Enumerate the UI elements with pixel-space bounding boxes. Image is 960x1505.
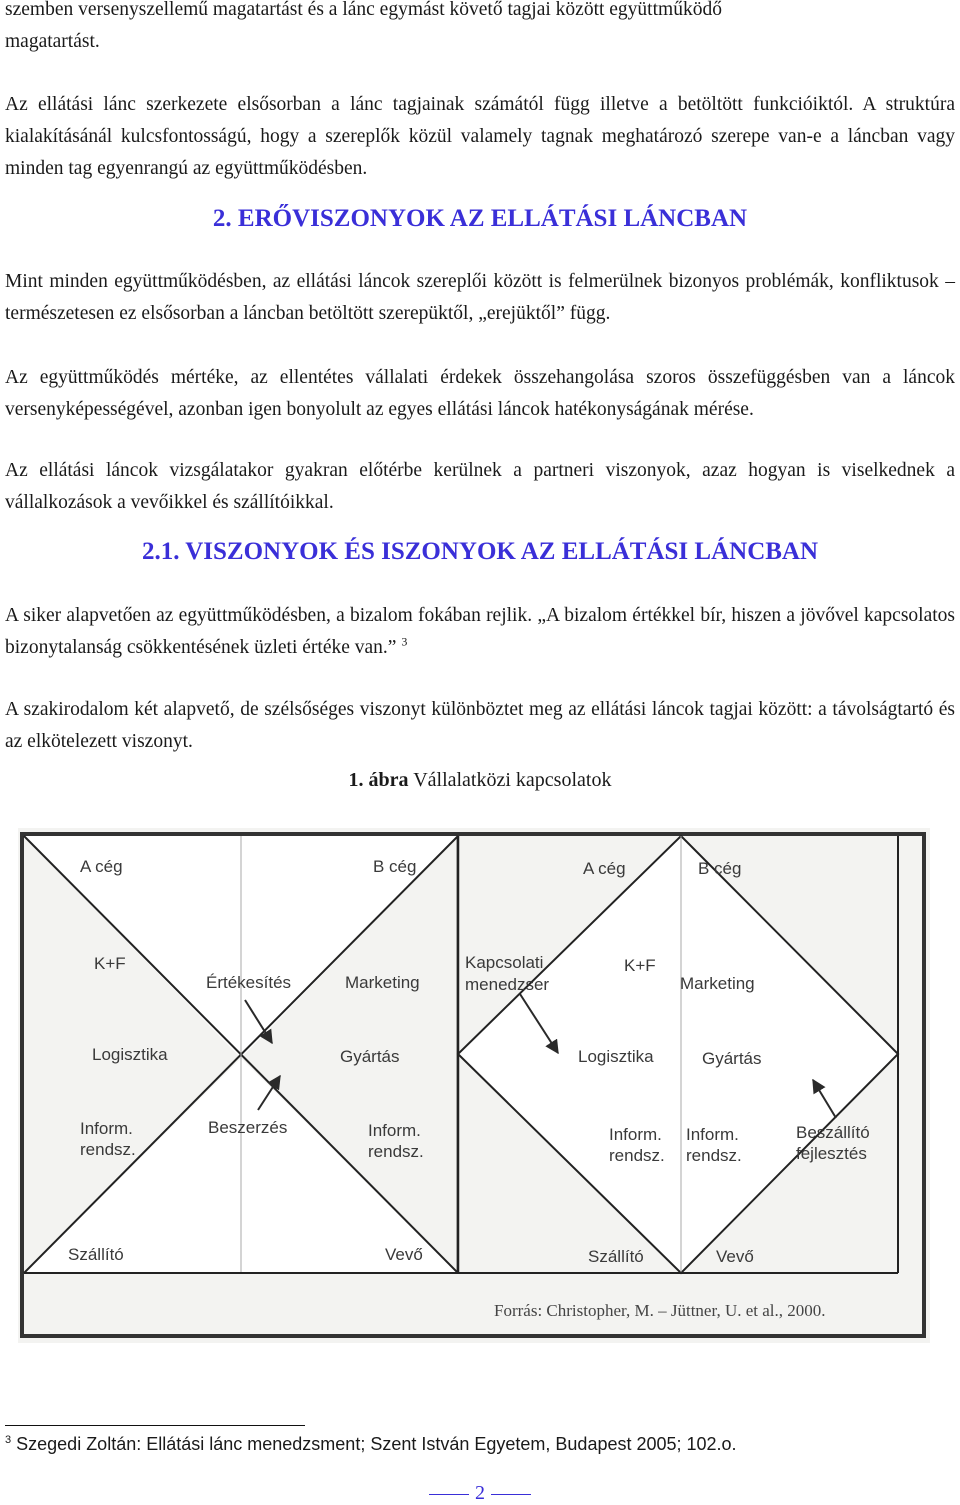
continued-text-line: magatartást. [5,31,100,52]
footnote-mark: 3 [5,1434,12,1446]
left-customer-label: Vevő [385,1245,423,1264]
right-company-a-label: A cég [583,859,626,878]
paragraph-relations: Az ellátási láncok vizsgálatakor gyakran előtérbe kerülnek a partneri viszonyok, azaz hogyan is viselkednek a vállalkozások a vevőikkel és szállítóikkal. [5,460,955,513]
left-rd-label: K+F [94,954,126,973]
right-info-b-label: Inform. rendsz. [686,1125,742,1165]
right-rd-label: K+F [624,956,656,975]
figure-caption [0,769,960,792]
figure-source: Forrás: Christopher, M. – Jüttner, U. et al., 2000. [494,1301,826,1320]
right-supplier-label: Szállító [588,1247,644,1266]
left-sales-label: Értékesítés [206,973,292,992]
footnote-separator [5,1425,305,1426]
left-production-label: Gyártás [340,1047,400,1066]
right-info-a-label: Inform. rendsz. [609,1125,665,1165]
page-number-dash-right [491,1494,531,1495]
page-number-dash-left [429,1494,469,1495]
left-purchasing-label: Beszerzés [208,1118,288,1137]
right-company-b-label: B cég [698,859,742,878]
left-info-b-label: Inform. rendsz. [368,1121,424,1161]
left-company-b-label: B cég [373,857,417,876]
right-customer-label: Vevő [716,1247,754,1266]
right-account-manager-label: Kapcsolati menedzser [465,953,550,994]
continued-text-line: szemben versenyszellemű magatartást és a lánc egymást követő tagjai között együttműködő [5,0,722,20]
right-logistics-label: Logisztika [578,1047,654,1066]
left-marketing-label: Marketing [345,973,420,992]
subsection-heading: 2.1. VISZONYOK ÉS ISZONYOK AZ ELLÁTÁSI LÁNCBAN [141,538,819,565]
right-supplier-dev-label: Beszállító fejlesztés [796,1123,870,1163]
figure-number: 1. ábra [348,769,409,791]
section-heading: 2. ERŐVISZONYOK AZ ELLÁTÁSI LÁNCBAN [212,205,748,232]
paragraph-cooperation: Az együttműködés mértéke, az ellentétes vállalati érdekek összehangolása szoros összefüggésben van a láncok versenyképességével, azonban igen bonyolult az egyes ellátási láncok hatékonyságának mérése. [5,367,955,420]
diagram-svg [18,828,930,1343]
footnote [5,1434,737,1455]
paragraph-trust [5,600,955,664]
page-number [0,1482,960,1505]
paragraph-trust-text: A siker alapvetően az együttműködésben, a bizalom fokában rejlik. „A bizalom értékkel bír, hiszen a jövővel kapcsolatos bizonytalanság csökkentésének üzleti értéke van.” [5,605,955,658]
right-production-label: Gyártás [702,1049,762,1068]
page-number-value: 2 [475,1482,485,1504]
right-diagram [458,836,898,1273]
footnote-text: Szegedi Zoltán: Ellátási lánc menedzsment; Szent István Egyetem, Budapest 2005; 102.o. [16,1434,737,1454]
paragraph-literature: A szakirodalom két alapvető, de szélsőséges viszonyt különböztet meg az ellátási láncok tagjai között: a távolságtartó és az elkötelezett viszonyt. [5,699,955,752]
left-company-a-label: A cég [80,857,123,876]
inter-company-diagram [18,828,930,1343]
left-supplier-label: Szállító [68,1245,124,1264]
paragraph-conflicts: Mint minden együttműködésben, az ellátási láncok szereplői között is felmerülnek bizonyos problémák, konfliktusok – természetesen ez elsősorban a láncban betöltött szerepüktől, „erejüktől” függ. [5,271,955,324]
left-info-a-label: Inform. rendsz. [80,1119,136,1159]
paragraph-structure: Az ellátási lánc szerkezete elsősorban a lánc tagjainak számától függ illetve a betöltött funkcióiktól. A struktúra kialakításánál kulcsfontosságú, hogy a szereplők közül valamely tagnak meghatározó szerepe van-e a láncban vagy minden tag egyenrangú az együttműködésben. [5,94,955,179]
right-marketing-label: Marketing [680,974,755,993]
footnote-reference[interactable]: 3 [401,634,408,649]
figure-title: Vállalatközi kapcsolatok [413,769,612,791]
left-logistics-label: Logisztika [92,1045,168,1064]
